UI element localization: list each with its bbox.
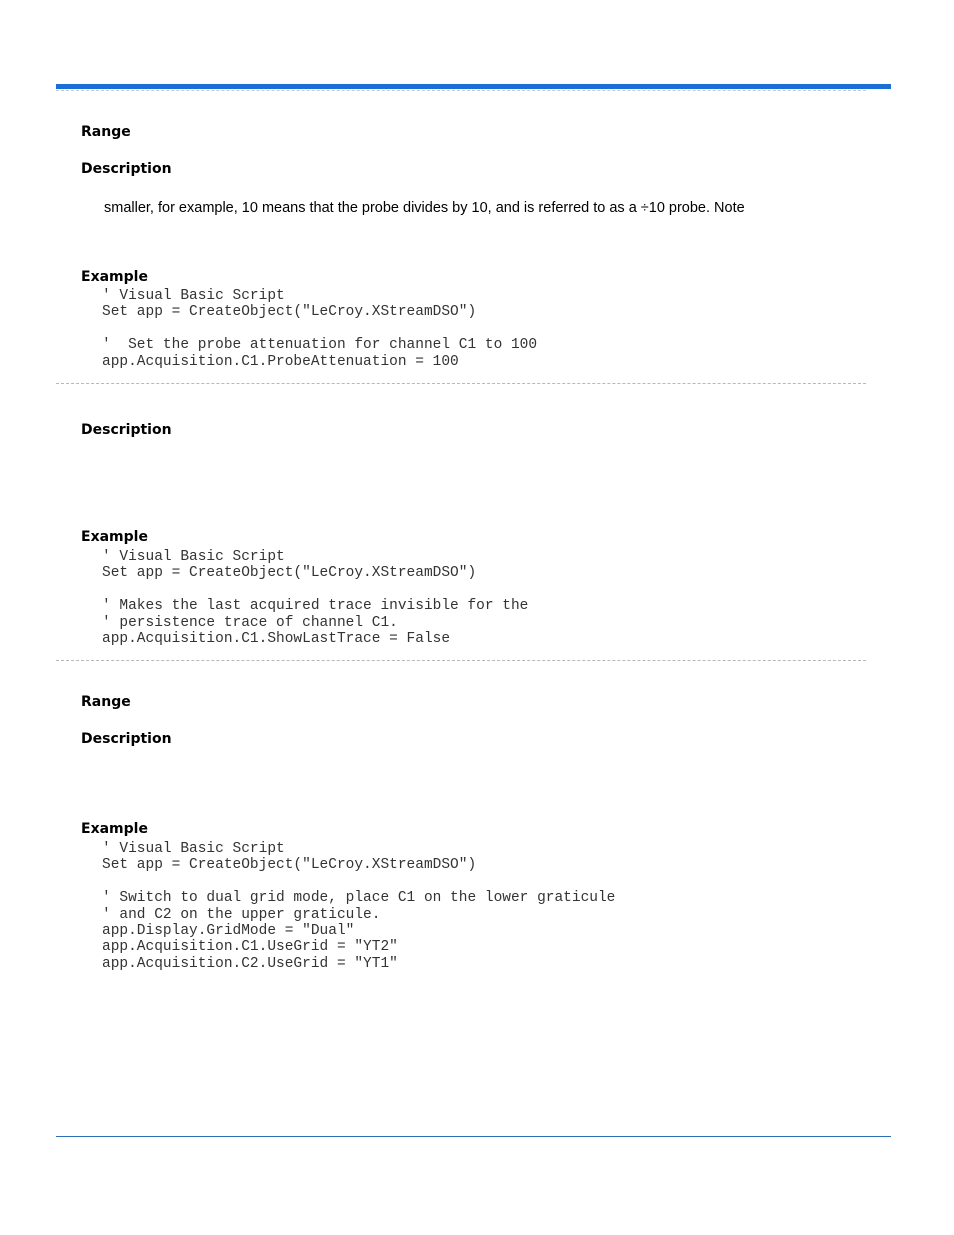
code-line: ' Set the probe attenuation for channel C1 to 100 (102, 337, 538, 354)
code-block (102, 549, 528, 647)
code-line: ' Makes the last acquired trace invisible for the (102, 598, 529, 615)
example-heading: Example (81, 821, 148, 837)
code-line: ' Switch to dual grid mode, place C1 on the lower graticule (102, 890, 616, 907)
range-heading: Range (81, 124, 131, 140)
example-heading: Example (81, 529, 148, 545)
code-line: app.Display.GridMode = "Dual" (102, 922, 355, 939)
code-line: Set app = CreateObject("LeCroy.XStreamDSO") (102, 304, 477, 321)
code-line: app.Acquisition.C1.ShowLastTrace = False (102, 630, 451, 647)
header-dashed-rule (56, 90, 866, 91)
code-line: app.Acquisition.C1.ProbeAttenuation = 100 (102, 353, 459, 370)
code-block (102, 841, 615, 972)
description-text: smaller, for example, 10 means that the probe divides by 10, and is referred to as a ÷10 probe. Note (104, 200, 745, 216)
range-heading: Range (81, 694, 131, 710)
section-separator (56, 383, 866, 384)
code-line: ' persistence trace of channel C1. (102, 614, 398, 631)
code-line: Set app = CreateObject("LeCroy.XStreamDSO") (102, 565, 477, 582)
code-block (102, 288, 537, 370)
code-line: ' Visual Basic Script (102, 288, 285, 304)
description-heading: Description (81, 422, 172, 438)
description-heading: Description (81, 161, 172, 177)
footer-rule (56, 1136, 891, 1137)
description-heading: Description (81, 731, 172, 747)
code-line (102, 874, 615, 890)
code-line: ' and C2 on the upper graticule. (102, 906, 381, 923)
code-line (102, 582, 528, 598)
code-line: app.Acquisition.C1.UseGrid = "YT2" (102, 939, 398, 956)
section-separator (56, 660, 866, 661)
code-line: Set app = CreateObject("LeCroy.XStreamDSO") (102, 857, 477, 874)
header-rule (56, 84, 891, 89)
code-line: app.Acquisition.C2.UseGrid = "YT1" (102, 955, 398, 972)
code-line: ' Visual Basic Script (102, 549, 285, 565)
code-line: ' Visual Basic Script (102, 841, 285, 857)
code-line (102, 321, 537, 337)
example-heading: Example (81, 269, 148, 285)
